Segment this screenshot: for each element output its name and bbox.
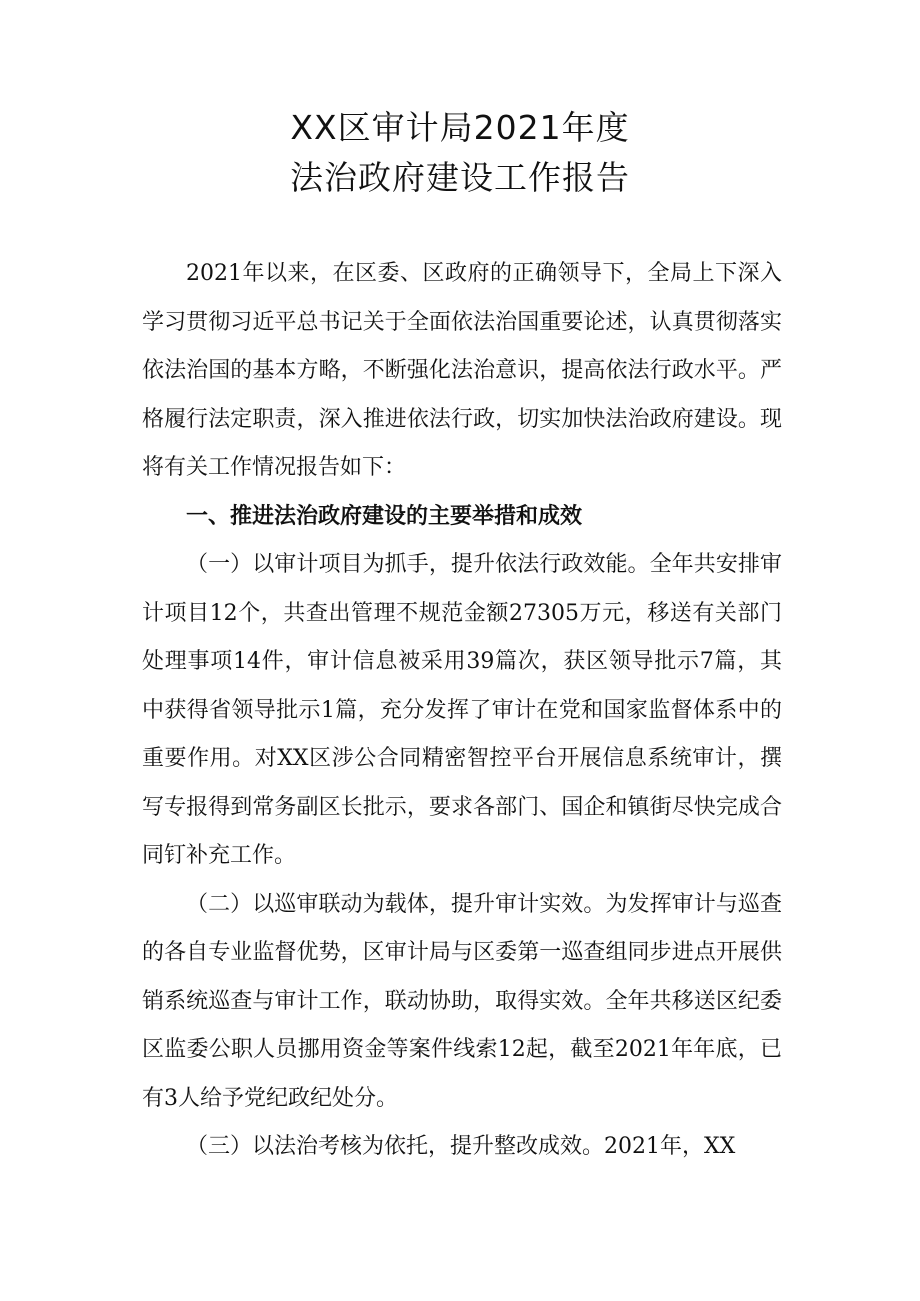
report-body: [142, 250, 782, 1172]
paragraph-item-2: （二）以巡审联动为载体，提升审计实效。为发挥审计与巡查的各自专业监督优势，区审计局与区委第一巡查组同步进点开展供销系统巡查与审计工作，联动协助，取得实效。全年共移送区纪委区监委公职人员挪用资金等案件线索12起，截至2021年年底，已有3人给予党纪政纪处分。: [142, 891, 782, 1111]
paragraph-item-3: （三）以法治考核为依托，提升整改成效。2021年，XX: [186, 1134, 736, 1159]
section-heading: 一、推进法治政府建设的主要举措和成效: [186, 503, 583, 529]
intro-paragraph: 2021年以来，在区委、区政府的正确领导下，全局上下深入学习贯彻习近平总书记关于全面依法治国重要论述，认真贯彻落实依法治国的基本方略，不断强化法治意识，提高依法行政水平。严格履行法定职责，深入推进依法行政，切实加快法治政府建设。现将有关工作情况报告如下：: [142, 261, 782, 480]
report-title-line-1: XX区审计局2021年度: [290, 108, 630, 147]
report-title-line-2: 法治政府建设工作报告: [290, 158, 630, 197]
paragraph-item-1: （一）以审计项目为抓手，提升依法行政效能。全年共安排审计项目12个，共查出管理不规范金额27305万元，移送有关部门处理事项14件，审计信息被采用39篇次，获区领导批示7篇，其中获得省领导批示1篇，充分发挥了审计在党和国家监督体系中的重要作用。对XX区涉公合同精密智控平台开展信息系统审计，撰写专报得到常务副区长批示，要求各部门、国企和镇街尽快完成合同钉补充工作。: [142, 552, 782, 868]
